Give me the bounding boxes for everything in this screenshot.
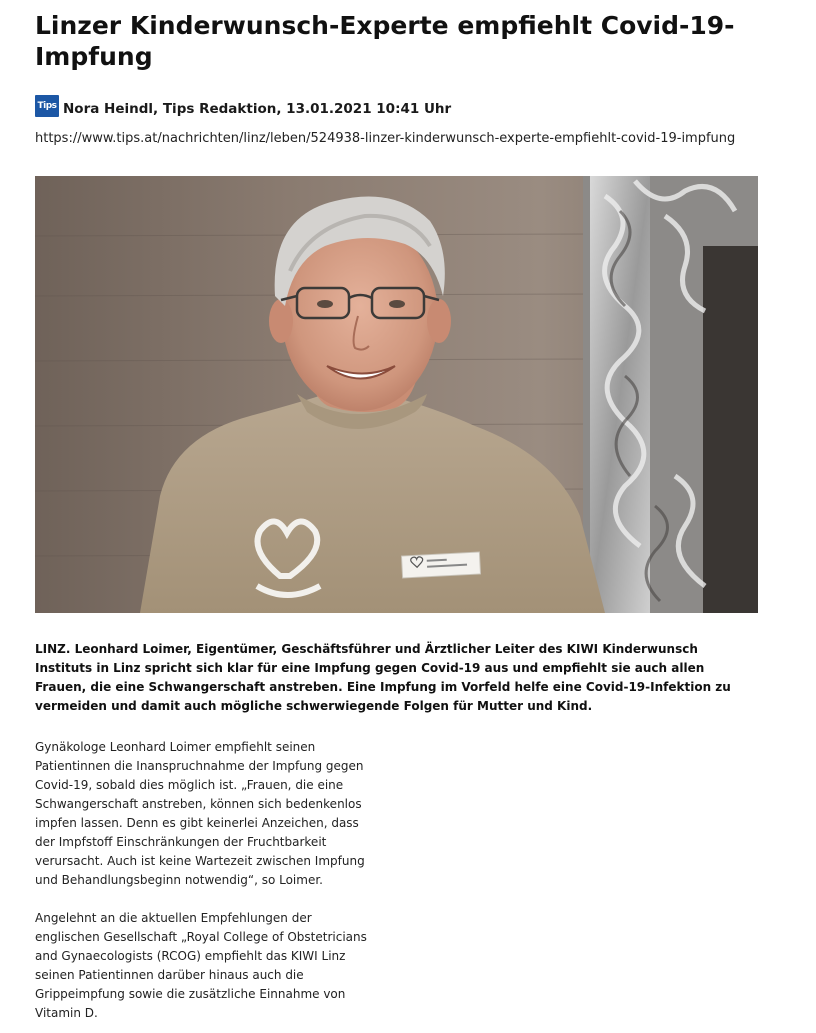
- byline: [35, 95, 451, 117]
- article-lead: LINZ. Leonhard Loimer, Eigentümer, Geschäftsführer und Ärztlicher Leiter des KIWI Kinderwunsch Instituts in Linz spricht sich klar für eine Impfung gegen Covid-19 aus und empfiehlt sie auch allen Frauen, die eine Schwangerschaft anstreben. Eine Impfung im Vorfeld helfe eine Covid-19-Infektion zu vermeiden und damit auch mögliche schwerwiegende Folgen für Mutter und Kind.: [35, 642, 731, 713]
- portrait-photo: [35, 176, 758, 613]
- article-paragraph-1: Gynäkologe Leonhard Loimer empfiehlt seinen Patientinnen die Inanspruchnahme der Impfung gegen Covid-19, sobald dies möglich ist. „Frauen, die eine Schwangerschaft anstreben, können sich bedenkenlos impfen lassen. Denn es gibt keinerlei Anzeichen, dass der Impfstoff Einschränkungen der Fruchtbarkeit verursacht. Auch ist keine Wartezeit zwischen Impfung und Behandlungsbeginn notwendig“, so Loimer.: [35, 740, 365, 887]
- article-title: Linzer Kinderwunsch-Experte empfiehlt Covid-19-Impfung: [35, 11, 735, 71]
- byline-text: Nora Heindl, Tips Redaktion, 13.01.2021 10:41 Uhr: [63, 101, 452, 117]
- article-paragraph-2: Angelehnt an die aktuellen Empfehlungen der englischen Gesellschaft „Royal College of Obstetricians and Gynaecologists (RCOG) empfiehlt das KIWI Linz seinen Patientinnen darüber hinaus auch die Grippeimpfung sowie die zusätzliche Einnahme von Vitamin D.: [35, 911, 367, 1020]
- article-url[interactable]: https://www.tips.at/nachrichten/linz/leben/524938-linzer-kinderwunsch-experte-empfiehlt-covid-19-impfung: [35, 131, 736, 146]
- hero-image: [35, 176, 758, 613]
- tips-logo: Tips: [35, 95, 59, 117]
- article: [35, 0, 775, 1020]
